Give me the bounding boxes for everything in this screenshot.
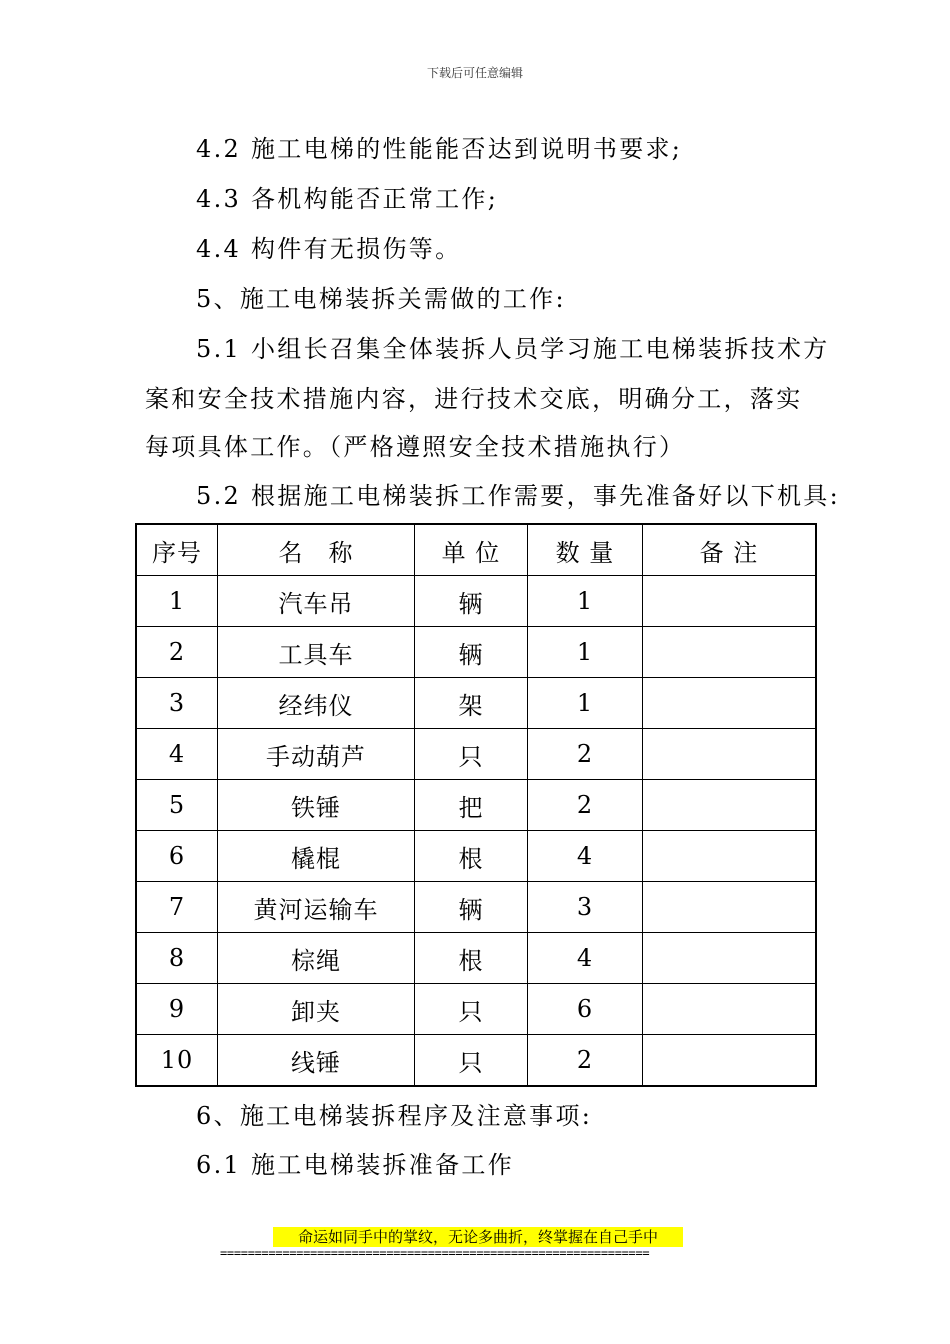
paragraph-4-2: 4.2 施工电梯的性能能否达到说明书要求; bbox=[196, 135, 683, 163]
table-row bbox=[136, 984, 816, 1035]
cell-remarks bbox=[643, 984, 817, 1035]
page-header: 下载后可任意编辑 bbox=[426, 66, 523, 80]
cell-remarks bbox=[643, 882, 817, 933]
table-row bbox=[136, 882, 816, 933]
section-6-heading: 6、施工电梯装拆程序及注意事项: bbox=[196, 1102, 593, 1130]
table-row bbox=[136, 627, 816, 678]
header-cell-index: 序号 bbox=[136, 524, 218, 576]
cell-index: 4 bbox=[136, 729, 218, 780]
cell-index: 5 bbox=[136, 780, 218, 831]
cell-unit: 只 bbox=[415, 729, 528, 780]
table-row bbox=[136, 729, 816, 780]
cell-unit: 辆 bbox=[415, 627, 528, 678]
cell-quantity: 2 bbox=[528, 780, 643, 831]
cell-name: 铁锤 bbox=[218, 780, 415, 831]
cell-name: 卸夹 bbox=[218, 984, 415, 1035]
footer-divider: ============================================================== bbox=[220, 1246, 650, 1260]
cell-unit: 把 bbox=[415, 780, 528, 831]
cell-name: 工具车 bbox=[218, 627, 415, 678]
cell-name: 手动葫芦 bbox=[218, 729, 415, 780]
table-row bbox=[136, 780, 816, 831]
cell-name: 橇棍 bbox=[218, 831, 415, 882]
cell-remarks bbox=[643, 678, 817, 729]
cell-name: 棕绳 bbox=[218, 933, 415, 984]
cell-quantity: 1 bbox=[528, 627, 643, 678]
header-cell-quantity: 数 量 bbox=[528, 524, 643, 576]
cell-quantity: 1 bbox=[528, 678, 643, 729]
paragraph-4-4: 4.4 构件有无损伤等。 bbox=[196, 235, 462, 263]
cell-index: 3 bbox=[136, 678, 218, 729]
cell-unit: 根 bbox=[415, 933, 528, 984]
cell-quantity: 1 bbox=[528, 576, 643, 627]
cell-remarks bbox=[643, 1035, 817, 1087]
cell-remarks bbox=[643, 576, 817, 627]
footer-motto: 命运如同手中的掌纹，无论多曲折，终掌握在自己手中 bbox=[273, 1227, 683, 1247]
cell-index: 8 bbox=[136, 933, 218, 984]
cell-remarks bbox=[643, 933, 817, 984]
cell-unit: 架 bbox=[415, 678, 528, 729]
cell-remarks bbox=[643, 831, 817, 882]
cell-unit: 辆 bbox=[415, 576, 528, 627]
cell-unit: 辆 bbox=[415, 882, 528, 933]
table-row bbox=[136, 576, 816, 627]
paragraph-5-2: 5.2 根据施工电梯装拆工作需要，事先准备好以下机具: bbox=[196, 482, 840, 510]
cell-quantity: 3 bbox=[528, 882, 643, 933]
cell-index: 2 bbox=[136, 627, 218, 678]
section-5-heading: 5、施工电梯装拆关需做的工作: bbox=[196, 285, 566, 313]
cell-quantity: 2 bbox=[528, 729, 643, 780]
table-row bbox=[136, 831, 816, 882]
table-row bbox=[136, 933, 816, 984]
paragraph-5-1-line-2: 案和安全技术措施内容，进行技术交底，明确分工，落实 bbox=[145, 385, 803, 413]
cell-unit: 只 bbox=[415, 984, 528, 1035]
cell-name: 黄河运输车 bbox=[218, 882, 415, 933]
paragraph-5-1-line-3: 每项具体工作。（严格遵照安全技术措施执行） bbox=[145, 433, 686, 461]
cell-index: 9 bbox=[136, 984, 218, 1035]
table-header-row bbox=[136, 524, 816, 576]
cell-index: 7 bbox=[136, 882, 218, 933]
cell-remarks bbox=[643, 729, 817, 780]
equipment-table bbox=[135, 523, 817, 1087]
paragraph-6-1: 6.1 施工电梯装拆准备工作 bbox=[196, 1151, 514, 1179]
cell-remarks bbox=[643, 780, 817, 831]
cell-quantity: 2 bbox=[528, 1035, 643, 1087]
cell-index: 10 bbox=[136, 1035, 218, 1087]
header-cell-remarks: 备 注 bbox=[643, 524, 817, 576]
cell-unit: 根 bbox=[415, 831, 528, 882]
cell-quantity: 6 bbox=[528, 984, 643, 1035]
cell-name: 线锤 bbox=[218, 1035, 415, 1087]
cell-index: 6 bbox=[136, 831, 218, 882]
paragraph-5-1-line-1: 5.1 小组长召集全体装拆人员学习施工电梯装拆技术方 bbox=[196, 335, 830, 363]
header-cell-unit: 单 位 bbox=[415, 524, 528, 576]
cell-remarks bbox=[643, 627, 817, 678]
paragraph-4-3: 4.3 各机构能否正常工作; bbox=[196, 185, 499, 213]
cell-index: 1 bbox=[136, 576, 218, 627]
table-row bbox=[136, 678, 816, 729]
cell-name: 汽车吊 bbox=[218, 576, 415, 627]
table-row bbox=[136, 1035, 816, 1087]
cell-quantity: 4 bbox=[528, 831, 643, 882]
header-cell-name: 名 称 bbox=[218, 524, 415, 576]
cell-name: 经纬仪 bbox=[218, 678, 415, 729]
cell-quantity: 4 bbox=[528, 933, 643, 984]
cell-unit: 只 bbox=[415, 1035, 528, 1087]
